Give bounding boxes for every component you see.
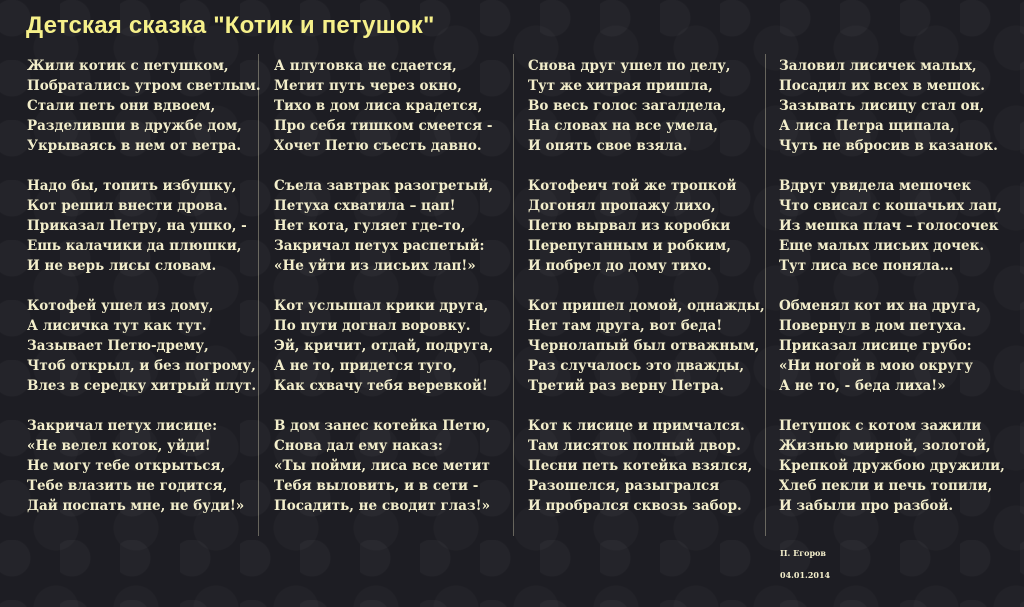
poem-line: В дом занес котейка Петю, (274, 418, 491, 434)
poem-line: И забыли про разбой. (779, 498, 954, 514)
poem-line: Котофеич той же тропкой (528, 178, 737, 194)
stanza (274, 416, 506, 516)
poem-line: Петю вырвал из коробки (528, 218, 731, 234)
poem-line: Метит путь через окно, (274, 78, 462, 94)
poem-line: Разделивши в дружбе дом, (27, 118, 242, 134)
poem-line: Нет там друга, вот беда! (528, 318, 723, 334)
poem-line: А лисичка тут как тут. (27, 318, 207, 334)
column-divider (765, 54, 766, 536)
poem-line: Кот к лисице и примчался. (528, 418, 745, 434)
poem-line: Как схвачу тебя веревкой! (274, 378, 488, 394)
poem-line: Приказал Петру, на ушко, - (27, 218, 247, 234)
poem-line: На словах на все умела, (528, 118, 718, 134)
poem-column-4 (779, 56, 1011, 536)
poem-line: Закричал петух распетый: (274, 238, 485, 254)
poem-line: Вдруг увидела мешочек (779, 178, 972, 194)
poem-line: Не могу тебе открыться, (27, 458, 226, 474)
poem-line: Перепуганным и робким, (528, 238, 731, 254)
author-signature: П. Егоров (780, 548, 826, 558)
poem-line: Чернолапый был отважным, (528, 338, 760, 354)
poem-line: Раз случалось это дважды, (528, 358, 745, 374)
poem-line: А не то, придется туго, (274, 358, 457, 374)
poem-line: Котофей ушел из дому, (27, 298, 214, 314)
poem-line: Ешь калачики да плюшки, (27, 238, 242, 254)
stanza (27, 56, 259, 156)
poem-line: Хочет Петю съесть давно. (274, 138, 482, 154)
poem-line: Петуха схватила – цап! (274, 198, 456, 214)
poem-line: Чтоб открыл, и без погрому, (27, 358, 256, 374)
poem-column-3 (528, 56, 765, 536)
stanza (274, 296, 506, 396)
poem-line: И не верь лисы словам. (27, 258, 217, 274)
poem-line: Чуть не вбросив в казанок. (779, 138, 998, 154)
poem-line: Жизнью мирной, золотой, (779, 438, 991, 454)
stanza (274, 56, 506, 156)
stanza (27, 296, 259, 396)
stanza (528, 176, 760, 276)
stanza (779, 56, 1011, 156)
poem-line: Тихо в дом лиса крадется, (274, 98, 483, 114)
poem-line: Надо бы, топить избушку, (27, 178, 237, 194)
poem-column-1 (27, 56, 259, 536)
poem-line: И опять свое взяла. (528, 138, 688, 154)
stanza (27, 176, 259, 276)
poem-line: Кот пришел домой, однажды, (528, 298, 765, 314)
stanza (528, 416, 760, 516)
stanza (528, 56, 760, 156)
poem-line: Жили котик с петушком, (27, 58, 229, 74)
poem-line: Приказал лисице грубо: (779, 338, 972, 354)
poem-line: Стали петь они вдвоем, (27, 98, 216, 114)
stanza (779, 176, 1011, 276)
poem-line: А лиса Петра щипала, (779, 118, 955, 134)
poem-line: Съела завтрак разогретый, (274, 178, 494, 194)
poem-line: Обменял кот их на друга, (779, 298, 981, 314)
poem-line: Разошелся, разыгрался (528, 478, 720, 494)
poem-line: Догонял пропажу лихо, (528, 198, 716, 214)
poem-line: И побрел до дому тихо. (528, 258, 712, 274)
poem-line: Петушок с котом зажили (779, 418, 982, 434)
poem-line: Про себя тишком смеется - (274, 118, 493, 134)
poem-line: Зазывать лисицу стал он, (779, 98, 985, 114)
poem-line: «Ни ногой в мою округу (779, 358, 973, 374)
poem-line: Повернул в дом петуха. (779, 318, 967, 334)
poem-line: Влез в середку хитрый плут. (27, 378, 257, 394)
poem-line: А плутовка не сдается, (274, 58, 457, 74)
poem-line: По пути догнал воровку. (274, 318, 471, 334)
poem-line: Укрываясь в нем от ветра. (27, 138, 242, 154)
publication-date: 04.01.2014 (780, 570, 831, 580)
poem-line: «Не уйти из лисьих лап!» (274, 258, 476, 274)
poem-line: Зазывает Петю-дрему, (27, 338, 209, 354)
stanza (779, 416, 1011, 516)
poem-line: Закричал петух лисице: (27, 418, 218, 434)
poem-line: Тебя выловить, и в сети - (274, 478, 479, 494)
column-divider (513, 54, 514, 536)
stanza (779, 296, 1011, 396)
poem-line: Дай поспать мне, не буди!» (27, 498, 245, 514)
poem-line: «Не велел коток, уйди! (27, 438, 211, 454)
poem-line: Тебе влазить не годится, (27, 478, 228, 494)
poem-line: Крепкой дружбою дружили, (779, 458, 1005, 474)
poem-line: Из мешка плач – голосочек (779, 218, 999, 234)
page-title: Детская сказка "Котик и петушок" (26, 12, 435, 39)
poem-line: Посадить, не сводит глаз!» (274, 498, 491, 514)
poem-line: Тут же хитрая пришла, (528, 78, 713, 94)
poem-line: Нет кота, гуляет где-то, (274, 218, 466, 234)
poem-line: Снова друг ушел по делу, (528, 58, 731, 74)
stanza (274, 176, 506, 276)
poem-line: А не то, - беда лиха!» (779, 378, 946, 394)
stanza (528, 296, 765, 396)
poem-line: Песни петь котейка взялся, (528, 458, 753, 474)
poem-line: Третий раз верну Петра. (528, 378, 724, 394)
stanza (27, 416, 259, 516)
poem-line: Что свисал с кошачьих лап, (779, 198, 1002, 214)
poem-line: Побратались утром светлым. (27, 78, 261, 94)
poem-line: Кот решил внести дрова. (27, 198, 228, 214)
poem-line: Эй, кричит, отдай, подруга, (274, 338, 494, 354)
poem-column-2 (274, 56, 506, 536)
poem-line: Во весь голос загалдела, (528, 98, 727, 114)
poem-line: Снова дал ему наказ: (274, 438, 443, 454)
poem-line: Тут лиса все поняла… (779, 258, 954, 274)
poem-line: Там лисяток полный двор. (528, 438, 741, 454)
poem-line: Хлеб пекли и печь топили, (779, 478, 993, 494)
poem-line: И пробрался сквозь забор. (528, 498, 742, 514)
poem-line: «Ты пойми, лиса все метит (274, 458, 490, 474)
poem-line: Посадил их всех в мешок. (779, 78, 986, 94)
poem-line: Заловил лисичек малых, (779, 58, 977, 74)
poem-line: Кот услышал крики друга, (274, 298, 489, 314)
poem-line: Еще малых лисьих дочек. (779, 238, 985, 254)
